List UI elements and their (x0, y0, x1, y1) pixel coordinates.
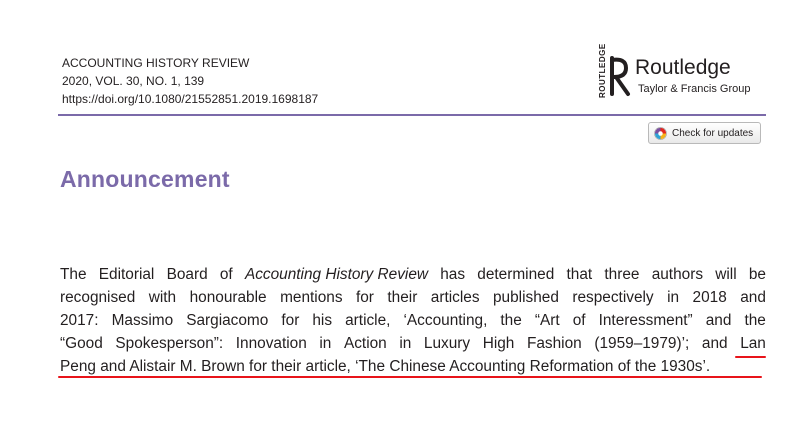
word: The (60, 266, 87, 283)
publisher-name: Routledge (635, 56, 731, 79)
word: the (744, 312, 766, 329)
word: ‘Accounting, (403, 312, 488, 329)
paragraph-line (60, 309, 766, 332)
word: of (219, 266, 233, 283)
check-for-updates-label: Check for updates (672, 127, 754, 139)
word: for (281, 312, 300, 329)
publisher-group: Taylor & Francis Group (638, 83, 751, 95)
journal-name: ACCOUNTING HISTORY REVIEW (62, 56, 250, 70)
word: in (667, 289, 680, 306)
word: Interessment” (598, 312, 693, 329)
word: and (701, 335, 728, 352)
journal-issue: 2020, VOL. 30, NO. 1, 139 (62, 74, 205, 88)
word: Peng and Alistair M. Brown for their article, ‘The Chinese Accounting Reformation of the 1930s’. (60, 358, 711, 375)
red-underline-mark (735, 356, 766, 358)
word: Sargiacomo (186, 312, 269, 329)
routledge-r-icon (609, 54, 631, 98)
red-underline-mark (58, 376, 762, 378)
word: (1959–1979)’; (594, 335, 690, 352)
word: with (148, 289, 177, 306)
check-for-updates-button[interactable] (648, 122, 761, 144)
word: recognised (60, 289, 136, 306)
announcement-paragraph (60, 263, 766, 378)
word: be (748, 266, 766, 283)
word: his (312, 312, 333, 329)
word: in (399, 335, 412, 352)
word: of (572, 312, 586, 329)
word: “Good (60, 335, 103, 352)
paragraph-line (60, 263, 766, 286)
word: their (387, 289, 418, 306)
word: 2017: (60, 312, 99, 329)
word: Spokesperson”: (115, 335, 224, 352)
word: published (493, 289, 559, 306)
word: that (566, 266, 593, 283)
word: honourable (189, 289, 267, 306)
word: determined (477, 266, 555, 283)
word: 2018 (692, 289, 727, 306)
word: Innovation (235, 335, 307, 352)
update-badge-icon (654, 127, 667, 140)
paragraph-line (60, 286, 766, 309)
word: Action (343, 335, 387, 352)
word: “Art (534, 312, 560, 329)
word: for (355, 289, 374, 306)
word: and (740, 289, 766, 306)
word: High (482, 335, 515, 352)
routledge-logo[interactable] (596, 43, 766, 100)
word: mentions (280, 289, 343, 306)
logo-vertical-text: ROUTLEDGE (598, 43, 607, 98)
word: Massimo (111, 312, 174, 329)
word: articles (430, 289, 480, 306)
word: and (705, 312, 732, 329)
word: authors (651, 266, 704, 283)
journal-doi[interactable]: https://doi.org/10.1080/21552851.2019.1698187 (62, 92, 319, 106)
word: Editorial (98, 266, 155, 283)
word: will (715, 266, 737, 283)
paragraph-line (60, 332, 766, 355)
header-divider (58, 114, 766, 116)
word: Board (166, 266, 208, 283)
article-title: Announcement (60, 166, 230, 192)
word: Fashion (526, 335, 582, 352)
word: in (319, 335, 332, 352)
word: respectively (572, 289, 654, 306)
word: the (500, 312, 522, 329)
word: has (440, 266, 466, 283)
paragraph-line (60, 355, 766, 378)
word: article, (345, 312, 391, 329)
word: Luxury (423, 335, 471, 352)
word: three (604, 266, 640, 283)
journal-meta (62, 54, 318, 108)
journal-title-italic: Accounting History Review (244, 266, 428, 283)
word: Lan (740, 335, 766, 352)
